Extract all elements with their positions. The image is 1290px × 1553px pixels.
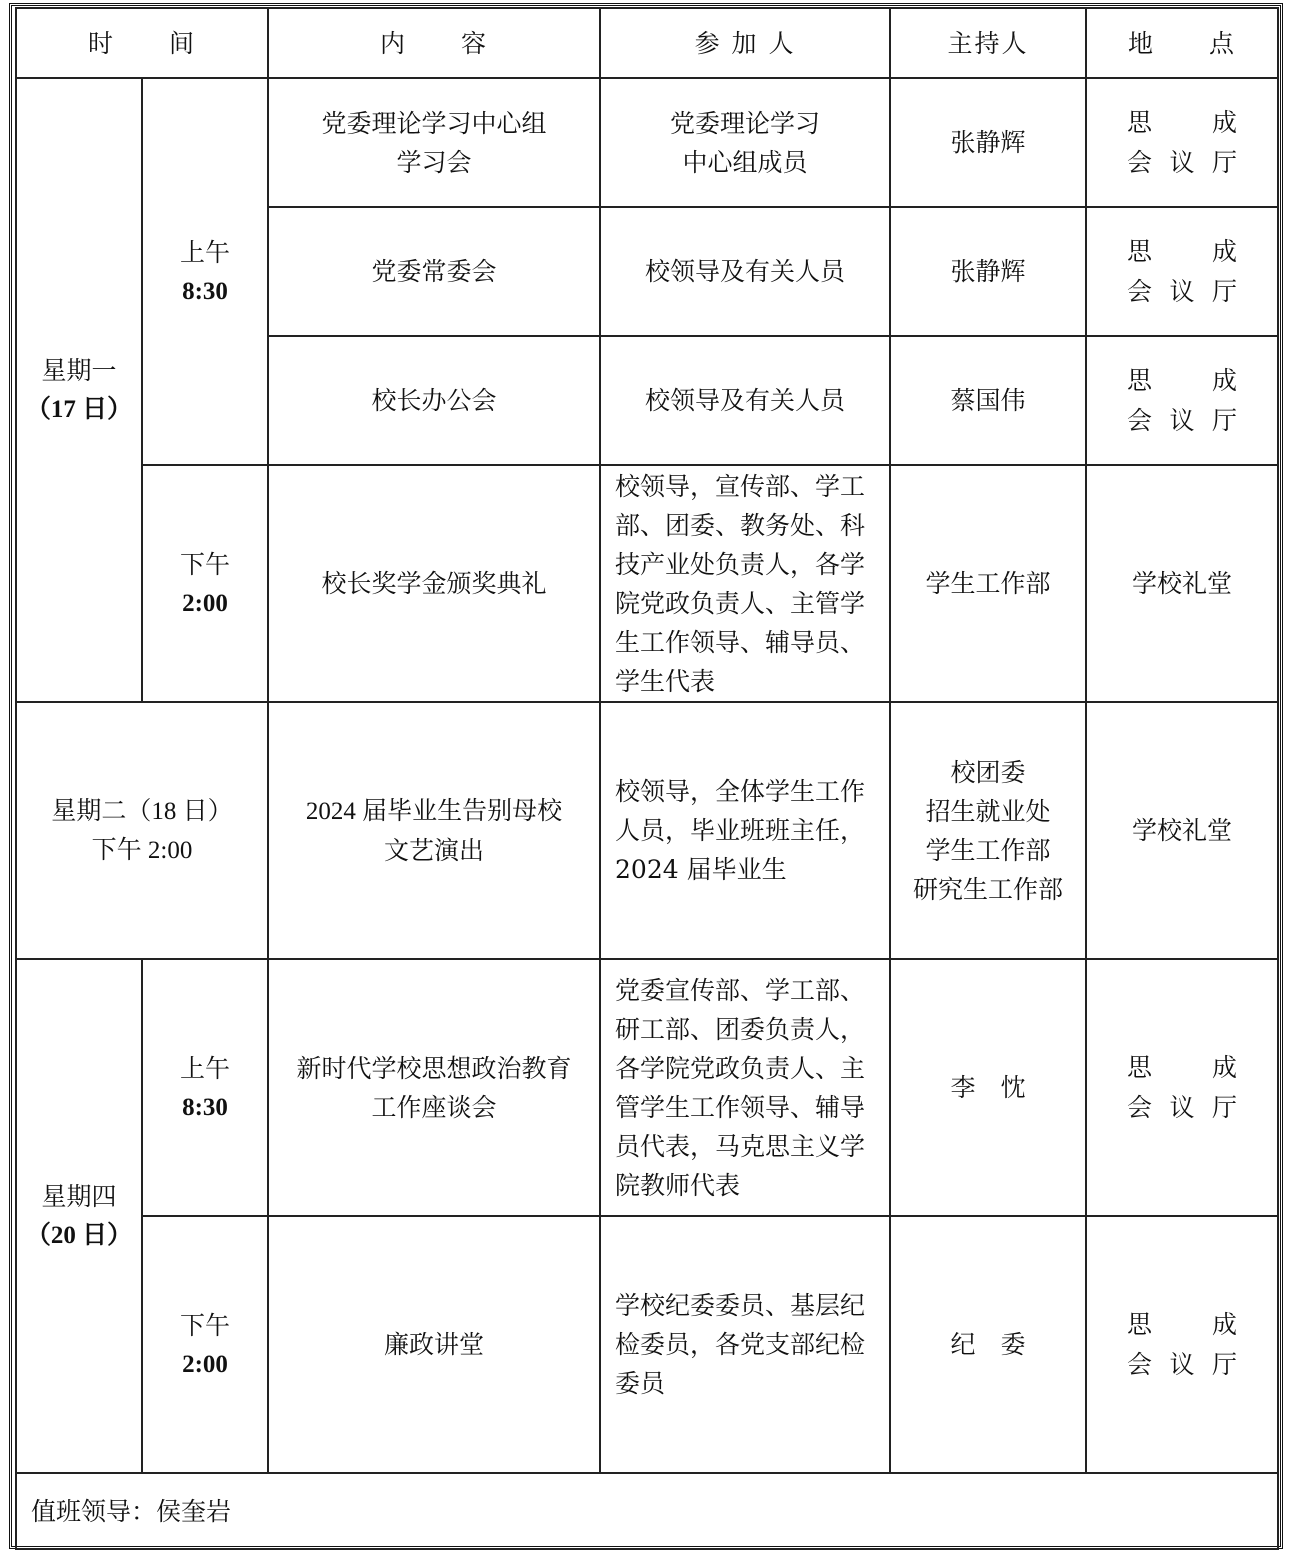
duty-leader: 值班领导：侯奎岩 xyxy=(16,1473,1278,1549)
participants-line: 委员 xyxy=(615,1369,666,1398)
participants-line: 员代表，马克思主义学 xyxy=(615,1131,866,1161)
participants-text: 中心组成员 xyxy=(682,147,808,177)
header-location: 地 点 xyxy=(1086,8,1278,78)
host-cell: 张静辉 xyxy=(890,207,1086,336)
location-text: 会 议 厅 xyxy=(1127,147,1238,177)
location-text: 会 议 厅 xyxy=(1127,1349,1238,1379)
content-cell: 廉政讲堂 xyxy=(268,1216,600,1473)
time-clock: 2:00 xyxy=(182,1350,228,1378)
time-clock: 8:30 xyxy=(182,1093,228,1121)
table-row xyxy=(16,959,1278,1216)
participants-line: 学生代表 xyxy=(615,666,716,696)
location-cell xyxy=(1086,1216,1278,1473)
content-cell xyxy=(268,702,600,959)
time-cell-afternoon xyxy=(142,465,268,702)
participants-line: 校领导，全体学生工作 xyxy=(615,777,866,806)
location-cell xyxy=(1086,207,1278,336)
participants-line: 各学院党政负责人、主 xyxy=(615,1053,866,1083)
location-text: 思 成 xyxy=(1127,1309,1238,1339)
time-cell-morning xyxy=(142,78,268,465)
participants-line: 院党政负责人、主管学 xyxy=(615,588,866,618)
day-cell-thursday xyxy=(16,959,142,1473)
participants-cell xyxy=(600,702,890,959)
day-cell-tuesday xyxy=(16,702,268,959)
participants-line: 检委员，各党支部纪检 xyxy=(615,1330,866,1359)
participants-line: 院教师代表 xyxy=(615,1170,741,1200)
location-cell xyxy=(1086,336,1278,465)
weekly-schedule-table xyxy=(15,7,1279,1550)
header-time: 时 间 xyxy=(16,8,268,78)
time-period: 上午 xyxy=(180,1053,231,1083)
location-text: 思 成 xyxy=(1127,365,1238,395)
host-line: 研究生工作部 xyxy=(913,874,1064,904)
location-text: 会 议 厅 xyxy=(1127,405,1238,435)
host-cell: 纪 委 xyxy=(890,1216,1086,1473)
day-name: 星期二（18 日） xyxy=(51,797,233,825)
location-cell: 学校礼堂 xyxy=(1086,702,1278,959)
day-date: （17 日） xyxy=(25,396,133,423)
time-period: 下午 xyxy=(180,549,231,579)
day-name: 星期四 xyxy=(41,1182,117,1211)
content-cell: 校长奖学金颁奖典礼 xyxy=(268,465,600,702)
participants-cell: 校领导及有关人员 xyxy=(600,207,890,336)
time-clock: 8:30 xyxy=(182,277,228,305)
content-text: 工作座谈会 xyxy=(371,1092,497,1122)
time-cell-morning xyxy=(142,959,268,1216)
participants-line: 生工作领导、辅导员、 xyxy=(615,627,866,657)
header-participants: 参 加 人 xyxy=(600,8,890,78)
participants-cell: 校领导及有关人员 xyxy=(600,336,890,465)
day-cell-monday xyxy=(16,78,142,702)
participants-line: 校领导，宣传部、学工 xyxy=(615,471,866,501)
content-cell: 校长办公会 xyxy=(268,336,600,465)
participants-line: 技产业处负责人，各学 xyxy=(615,549,866,579)
host-line: 学生工作部 xyxy=(925,835,1051,865)
host-cell xyxy=(890,702,1086,959)
participants-line: 学校纪委委员、基层纪 xyxy=(615,1291,866,1320)
header-host: 主持人 xyxy=(890,8,1086,78)
day-name: 星期一 xyxy=(41,356,117,385)
day-date: （20 日） xyxy=(25,1222,133,1249)
participants-line: 研工部、团委负责人， xyxy=(615,1014,866,1044)
content-text: 学习会 xyxy=(396,147,472,177)
host-line: 校团委 xyxy=(950,757,1026,787)
content-text: 文艺演出 xyxy=(384,835,485,865)
participants-cell xyxy=(600,959,890,1216)
participants-line: 人员，毕业班班主任， xyxy=(615,816,866,845)
content-cell xyxy=(268,78,600,207)
header-row xyxy=(16,8,1278,78)
host-cell: 李 忱 xyxy=(890,959,1086,1216)
participants-line: 管学生工作领导、辅导 xyxy=(615,1092,866,1122)
content-text: 2024 届毕业生告别母校 xyxy=(305,797,563,825)
host-cell: 张静辉 xyxy=(890,78,1086,207)
time-period: 上午 xyxy=(180,237,231,267)
participants-cell xyxy=(600,78,890,207)
location-cell xyxy=(1086,78,1278,207)
content-text: 新时代学校思想政治教育 xyxy=(296,1053,572,1083)
duty-row xyxy=(16,1473,1278,1549)
table-row xyxy=(16,465,1278,702)
location-cell: 学校礼堂 xyxy=(1086,465,1278,702)
location-text: 思 成 xyxy=(1127,1052,1238,1082)
participants-line: 部、团委、教务处、科 xyxy=(615,510,866,540)
time-cell-afternoon xyxy=(142,1216,268,1473)
host-cell: 蔡国伟 xyxy=(890,336,1086,465)
participants-cell xyxy=(600,465,890,702)
location-text: 思 成 xyxy=(1127,236,1238,266)
time-clock: 2:00 xyxy=(182,589,228,617)
table-row xyxy=(16,702,1278,959)
participants-text: 党委理论学习 xyxy=(670,108,821,138)
table-row xyxy=(16,1216,1278,1473)
header-content: 内 容 xyxy=(268,8,600,78)
participants-line: 2024 届毕业生 xyxy=(615,855,787,884)
content-cell: 党委常委会 xyxy=(268,207,600,336)
time-period: 下午 xyxy=(180,1310,231,1340)
content-text: 党委理论学习中心组 xyxy=(321,108,547,138)
location-cell xyxy=(1086,959,1278,1216)
host-line: 招生就业处 xyxy=(925,796,1051,826)
participants-cell xyxy=(600,1216,890,1473)
location-text: 思 成 xyxy=(1127,107,1238,137)
participants-line: 党委宣传部、学工部、 xyxy=(615,975,866,1005)
content-cell xyxy=(268,959,600,1216)
location-text: 会 议 厅 xyxy=(1127,276,1238,306)
table-row xyxy=(16,78,1278,207)
location-text: 会 议 厅 xyxy=(1127,1092,1238,1122)
time-clock: 下午 2:00 xyxy=(91,836,193,864)
host-cell: 学生工作部 xyxy=(890,465,1086,702)
